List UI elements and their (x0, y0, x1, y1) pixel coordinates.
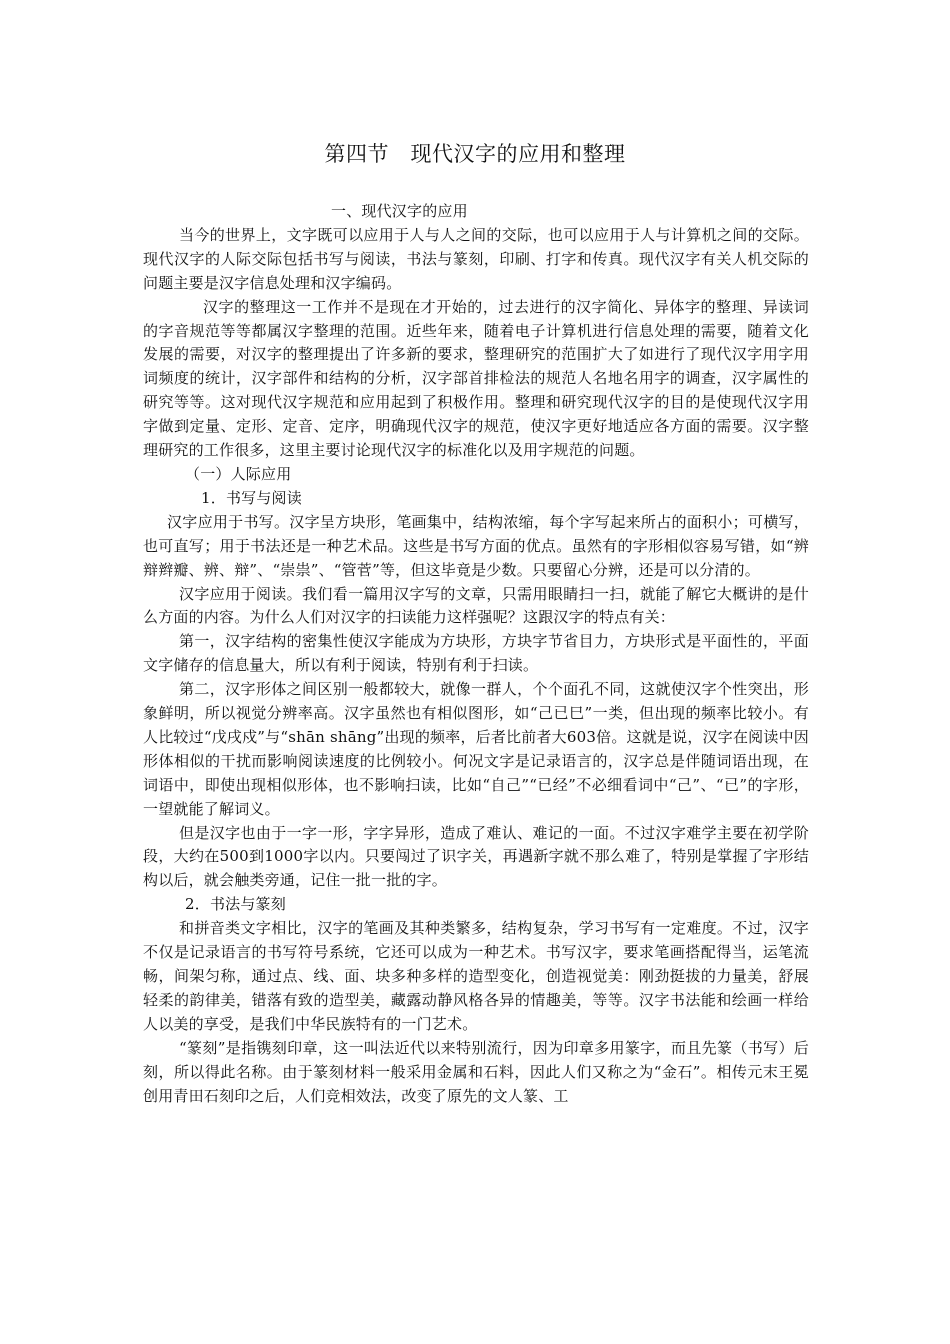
paragraph: 汉字应用于阅读。我们看一篇用汉字写的文章，只需用眼睛扫一扫，就能了解它大概讲的是什么方面的内容。为什么人们对汉字的扫读能力这样强呢？这跟汉字的特点有关： (143, 584, 809, 627)
section-heading: 一、现代汉字的应用 (331, 202, 468, 220)
page-title: 第四节 现代汉字的应用和整理 (324, 142, 626, 166)
paragraph: 但是汉字也由于一字一形，字字异形，造成了难认、难记的一面。不过汉字难学主要在初学阶段，大约在500到1000字以内。只要闯过了识字关，再遇新字就不那么难了，特别是掌握了字形结构以后，就会触类旁通，记住一批一批的字。 (143, 823, 809, 890)
paragraph: “篆刻”是指镌刻印章，这一叫法近代以来特别流行，因为印章多用篆字，而且先篆（书写）后刻，所以得此名称。由于篆刻材料一般采用金属和石料，因此人们又称之为“金石”。相传元末王冕创用青田石刻印之后，人们竞相效法，改变了原先的文人篆、工 (143, 1038, 809, 1105)
item-heading: 1．书写与阅读 (201, 488, 302, 507)
subheading: （一）人际应用 (185, 464, 292, 483)
paragraph: 当今的世界上，文字既可以应用于人与人之间的交际，也可以应用于人与计算机之间的交际。现代汉字的人际交际包括书写与阅读，书法与篆刻，印刷、打字和传真。现代汉字有关人机交际的问题主要是汉字信息处理和汉字编码。 (143, 225, 809, 292)
paragraph: 汉字应用于书写。汉字呈方块形，笔画集中，结构浓缩，每个字写起来所占的面积小；可横写，也可直写；用于书法还是一种艺术品。这些是书写方面的优点。虽然有的字形相似容易写错，如“辨辩辫瓣、辨、辩”、“崇祟”、“管菅”等，但这毕竟是少数。只要留心分辨，还是可以分清的。 (143, 512, 809, 579)
paragraph: 和拼音类文字相比，汉字的笔画及其种类繁多，结构复杂，学习书写有一定难度。不过，汉字不仅是记录语言的书写符号系统，它还可以成为一种艺术。书写汉字，要求笔画搭配得当，运笔流畅，间架匀称，通过点、线、面、块多种多样的造型变化，创造视觉美：刚劲挺拔的力量美，舒展轻柔的韵律美，错落有致的造型美，藏露动静风格各异的情趣美，等等。汉字书法能和绘画一样给人以美的享受，是我们中华民族特有的一门艺术。 (143, 919, 809, 1033)
item-heading: 2．书法与篆刻 (185, 895, 286, 914)
paragraph: 汉字的整理这一工作并不是现在才开始的，过去进行的汉字简化、异体字的整理、异读词的字音规范等等都属汉字整理的范围。近些年来，随着电子计算机进行信息处理的需要，随着文化发展的需要，对汉字的整理提出了许多新的要求，整理研究的范围扩大了如进行了现代汉字用字用词频度的统计，汉字部件和结构的分析，汉字部首排检法的规范人名地名用字的调查，汉字属性的研究等等。这对现代汉字规范和应用起到了积极作用。整理和研究现代汉字的目的是使现代汉字用字做到定量、定形、定音、定序，明确现代汉字的规范，使汉字更好地适应各方面的需要。汉字整理研究的工作很多，这里主要讨论现代汉字的标准化以及用字规范的问题。 (143, 297, 809, 460)
paragraph: 第二，汉字形体之间区别一般都较大，就像一群人，个个面孔不同，这就使汉字个性突出，形象鲜明，所以视觉分辨率高。汉字虽然也有相似图形，如“己已巳”一类，但出现的频率比较小。有人比较过“戊戌戍”与“shān shāng”出现的频率，后者比前者大603倍。这就是说，汉字在阅读中因形体相似的干扰而影响阅读速度的比例较小。何况文字是记录语言的，汉字总是伴随词语出现，在词语中，即使出现相似形体，也不影响扫读，比如“自己”“已经”不必细看词中“己”、“已”的字形，一望就能了解词义。 (143, 680, 809, 818)
paragraph: 第一，汉字结构的密集性使汉字能成为方块形，方块字节省目力，方块形式是平面性的，平面文字储存的信息量大，所以有利于阅读，特别有利于扫读。 (143, 632, 809, 675)
body-text (143, 200, 809, 1108)
